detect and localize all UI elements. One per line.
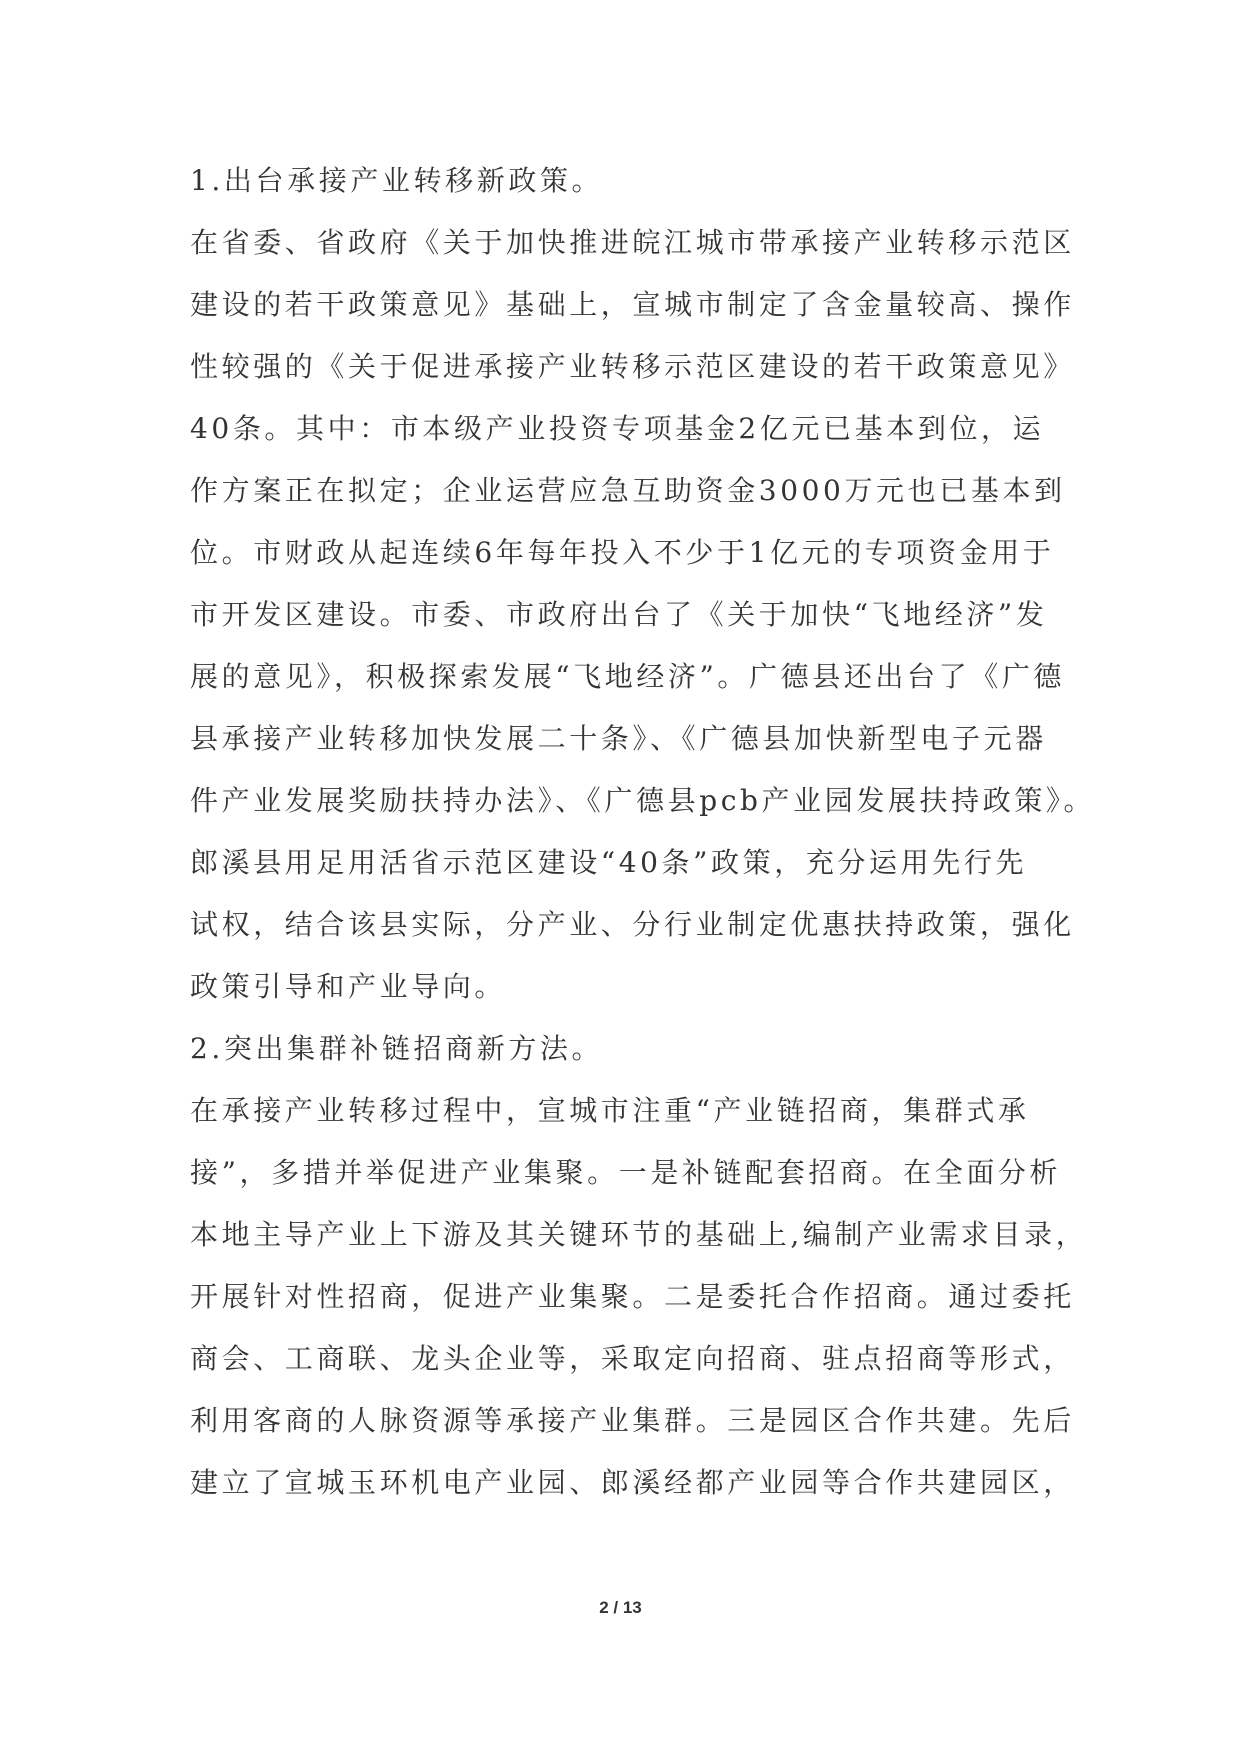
paragraph-line: 开展针对性招商，促进产业集聚。二是委托合作招商。通过委托	[190, 1280, 1075, 1313]
paragraph-line: 政策引导和产业导向。	[190, 970, 507, 1003]
paragraph-line: 建设的若干政策意见》基础上，宣城市制定了含金量较高、操作	[190, 288, 1075, 321]
paragraph-line: 市开发区建设。市委、市政府出台了《关于加快“飞地经济”发	[190, 598, 1048, 631]
heading-1: 1.出台承接产业转移新政策。	[190, 164, 604, 197]
paragraph-line: 在省委、省政府《关于加快推进皖江城市带承接产业转移示范区	[190, 226, 1075, 259]
paragraph-line: 件产业发展奖励扶持办法》、《广德县pcb产业园发展扶持政策》。	[190, 784, 1096, 817]
paragraph-line: 展的意见》，积极探索发展“飞地经济”。广德县还出台了《广德	[190, 660, 1066, 693]
paragraph-line: 位。市财政从起连续6年每年投入不少于1亿元的专项资金用于	[190, 536, 1055, 569]
heading-2: 2.突出集群补链招商新方法。	[190, 1032, 604, 1065]
paragraph-line: 县承接产业转移加快发展二十条》、《广德县加快新型电子元器	[190, 722, 1047, 755]
paragraph-line: 性较强的《关于促进承接产业转移示范区建设的若干政策意见》	[190, 350, 1075, 383]
paragraph-line: 建立了宣城玉环机电产业园、郎溪经都产业园等合作共建园区，	[190, 1466, 1075, 1499]
document-body	[190, 150, 1096, 1514]
paragraph-line: 商会、工商联、龙头企业等，采取定向招商、驻点招商等形式，	[190, 1342, 1075, 1375]
paragraph-line: 40条。其中：市本级产业投资专项基金2亿元已基本到位，运	[190, 412, 1045, 445]
paragraph-line: 利用客商的人脉资源等承接产业集群。三是园区合作共建。先后	[190, 1404, 1075, 1437]
paragraph-line: 郎溪县用足用活省示范区建设“40条”政策，充分运用先行先	[190, 846, 1028, 879]
paragraph-line: 在承接产业转移过程中，宣城市注重“产业链招商，集群式承	[190, 1094, 1030, 1127]
paragraph-line: 试权，结合该县实际，分产业、分行业制定优惠扶持政策，强化	[190, 908, 1075, 941]
paragraph-line: 接”，多措并举促进产业集聚。一是补链配套招商。在全面分析	[190, 1156, 1062, 1189]
paragraph-line: 作方案正在拟定；企业运营应急互助资金3000万元也已基本到	[190, 474, 1066, 507]
paragraph-line: 本地主导产业上下游及其关键环节的基础上,编制产业需求目录，	[190, 1218, 1088, 1251]
page-number: 2 / 13	[599, 1598, 642, 1617]
